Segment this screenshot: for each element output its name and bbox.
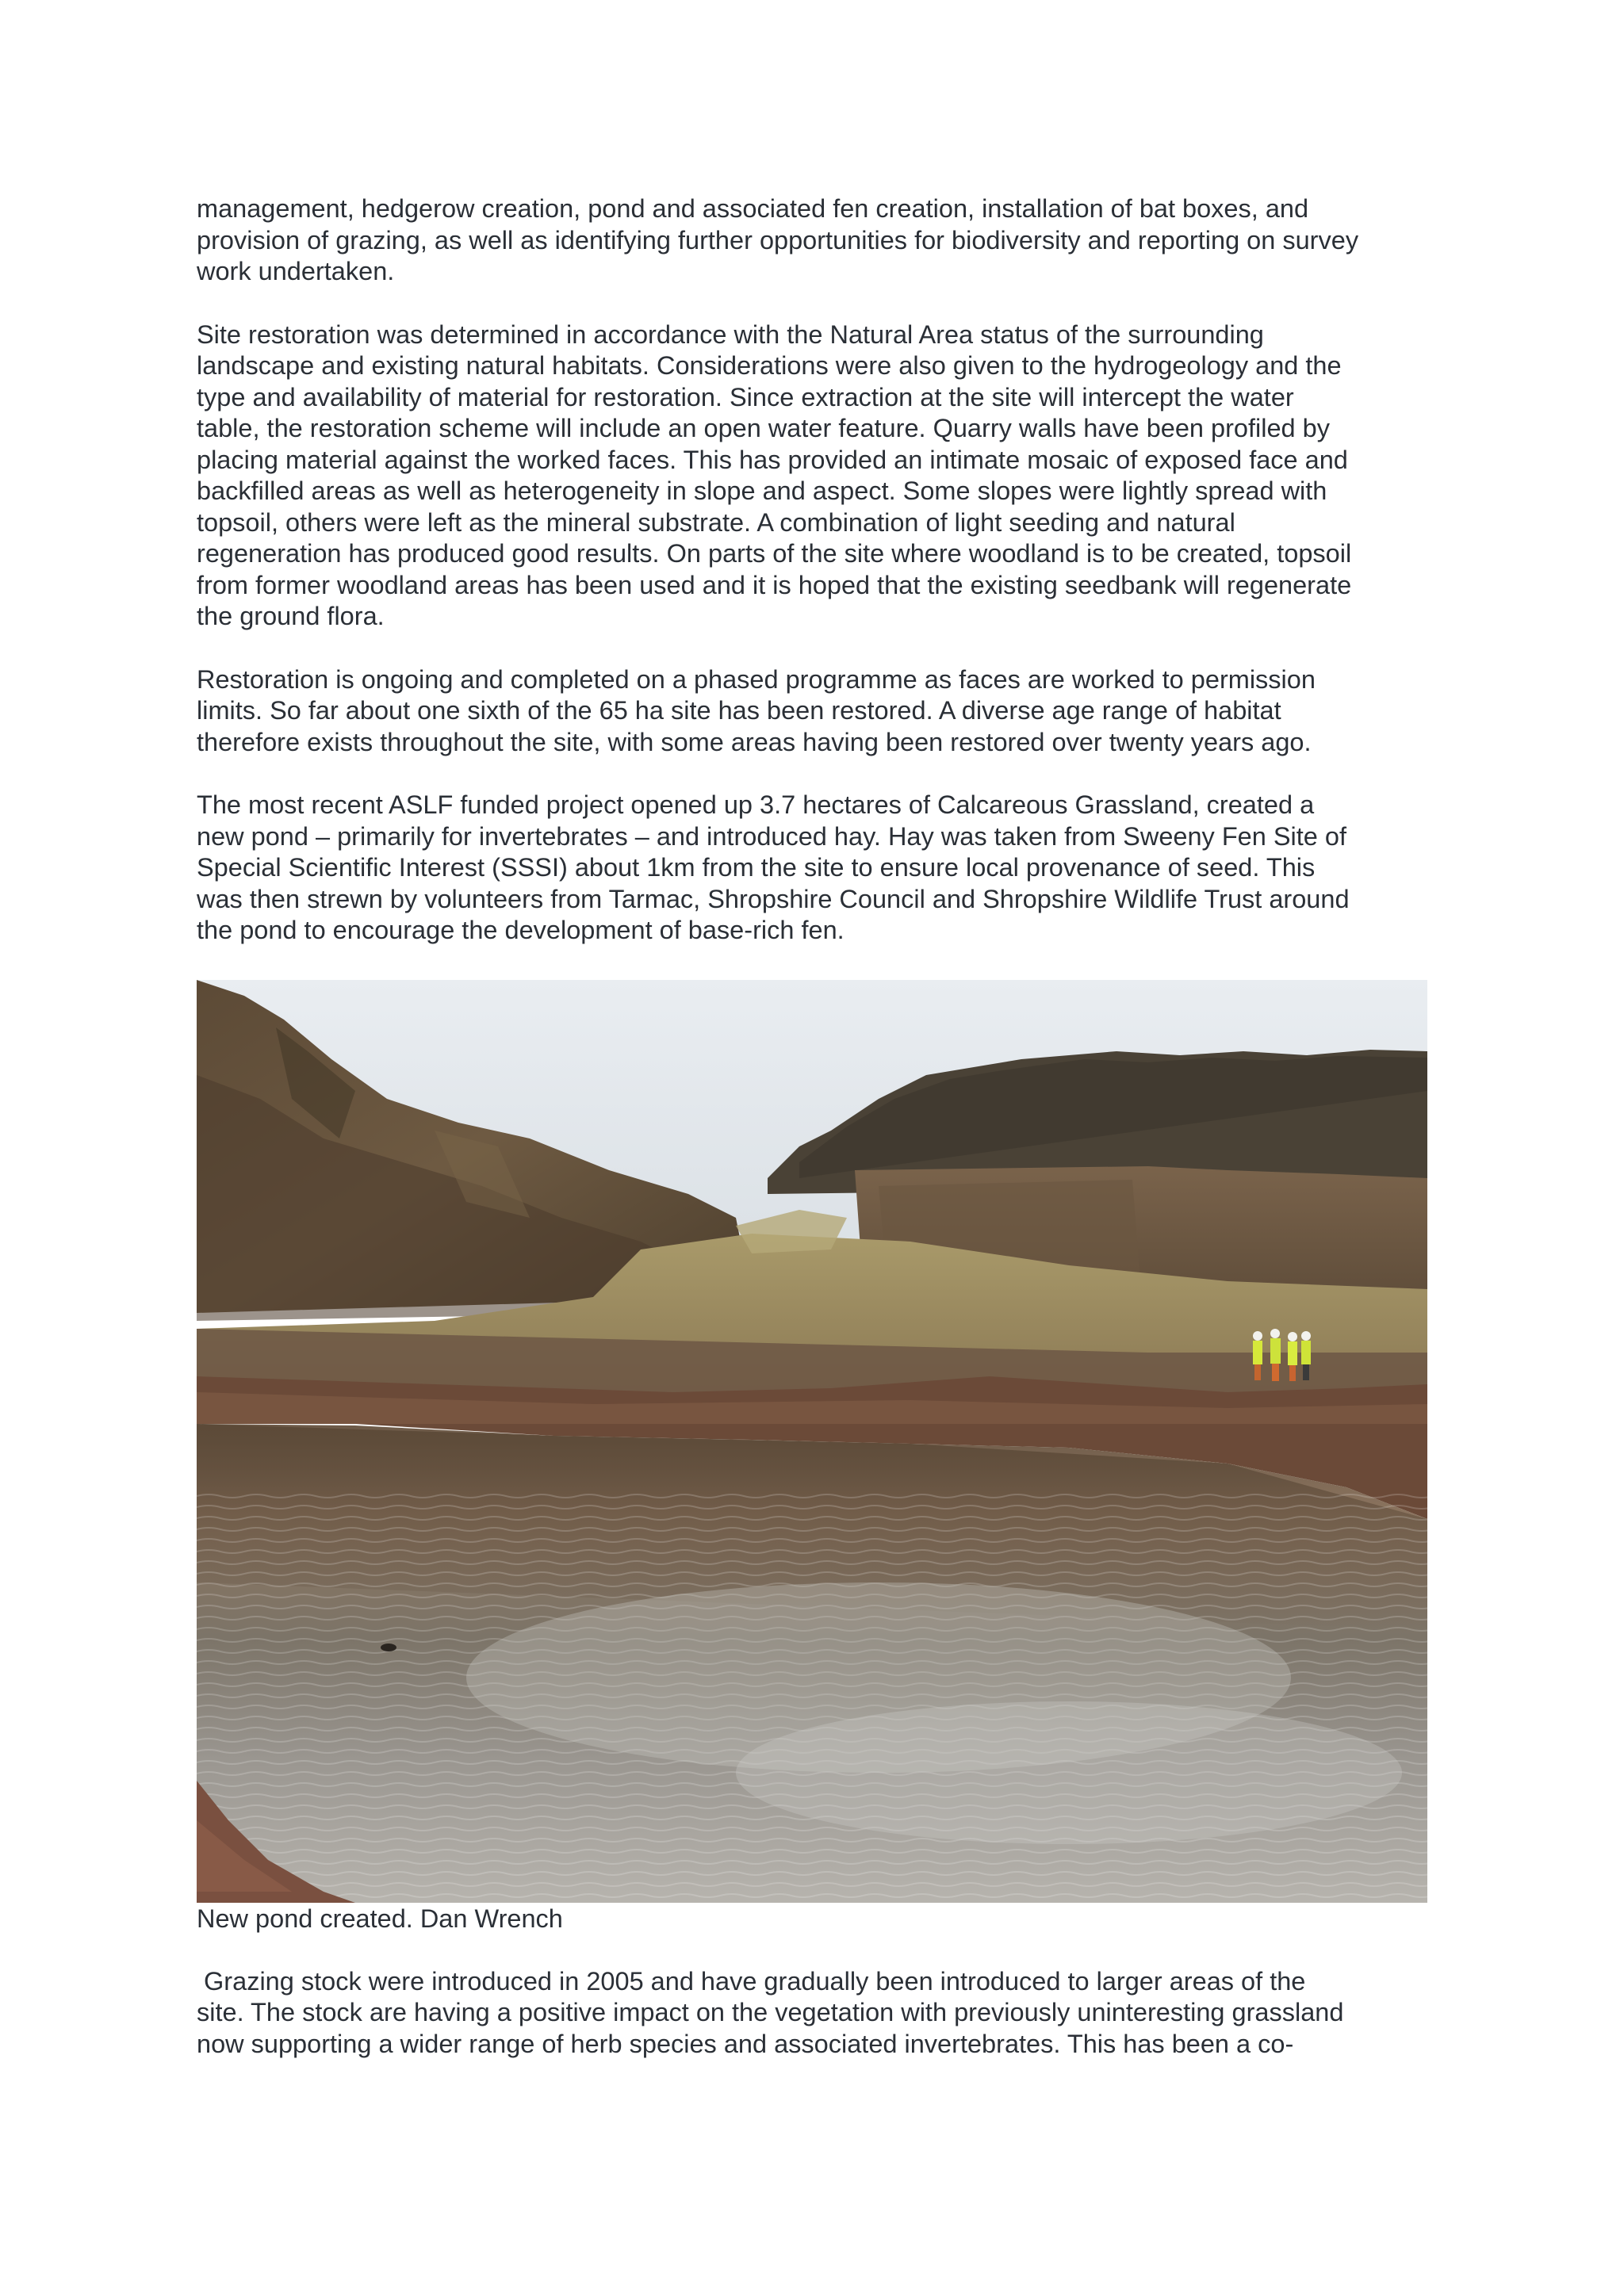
text-line: The most recent ASLF funded project opened up 3.7 hectares of Calcareous Grassland, created a — [197, 790, 1315, 819]
text-line: new pond – primarily for invertebrates – and introduced hay. Hay was taken from Sweeny Fen Site of — [197, 821, 1346, 851]
text-line: was then strewn by volunteers from Tarmac, Shropshire Council and Shropshire Wildlife Trust around — [197, 884, 1350, 913]
text-line: therefore exists throughout the site, with some areas having been restored over twenty years ago. — [197, 727, 1312, 756]
text-line: Restoration is ongoing and completed on a phased programme as faces are worked to permission — [197, 664, 1316, 694]
text-line: provision of grazing, as well as identifying further opportunities for biodiversity and reporting on survey — [197, 225, 1359, 254]
paragraph-grazing-stock — [197, 1966, 1434, 2061]
text-line: placing material against the worked faces. This has provided an intimate mosaic of exposed face and — [197, 445, 1348, 474]
text-line: management, hedgerow creation, pond and associated fen creation, installation of bat boxes, and — [197, 194, 1309, 223]
text-line: type and availability of material for restoration. Since extraction at the site will intercept the water — [197, 382, 1294, 411]
text-line: the ground flora. — [197, 602, 385, 630]
paragraph-management — [197, 193, 1434, 288]
text-line: backfilled areas as well as heterogeneity in slope and aspect. Some slopes were lightly spread with — [197, 476, 1327, 505]
text-line: work undertaken. — [197, 257, 395, 285]
paragraph-site-restoration — [197, 320, 1434, 633]
text-line: limits. So far about one sixth of the 65 ha site has been restored. A diverse age range of habitat — [197, 696, 1281, 725]
text-line: Grazing stock were introduced in 2005 and have gradually been introduced to larger areas of the — [197, 1966, 1306, 1996]
text-line: from former woodland areas has been used and it is hoped that the existing seedbank will regenerate — [197, 570, 1352, 599]
paragraph-restoration-ongoing — [197, 664, 1434, 759]
pond-photograph — [197, 980, 1427, 1903]
paragraph-aslf-project — [197, 790, 1434, 947]
document-page — [197, 193, 1434, 2060]
text-line: the pond to encourage the development of base-rich fen. — [197, 916, 845, 944]
text-line: regeneration has produced good results. On parts of the site where woodland is to be created, topsoil — [197, 539, 1352, 568]
text-line: topsoil, others were left as the mineral substrate. A combination of light seeding and natural — [197, 507, 1235, 537]
text-line: site. The stock are having a positive impact on the vegetation with previously uninteresting grassland — [197, 1998, 1344, 2026]
text-line: Special Scientific Interest (SSSI) about 1km from the site to ensure local provenance of seed. This — [197, 853, 1316, 882]
figure-caption: New pond created. Dan Wrench — [197, 1904, 563, 1933]
text-line: Site restoration was determined in accordance with the Natural Area status of the surrounding — [197, 320, 1264, 349]
text-line: now supporting a wider range of herb species and associated invertebrates. This has been a co- — [197, 2029, 1294, 2058]
text-line: landscape and existing natural habitats. Considerations were also given to the hydrogeology and the — [197, 351, 1342, 380]
text-line: table, the restoration scheme will include an open water feature. Quarry walls have been profiled by — [197, 414, 1330, 442]
